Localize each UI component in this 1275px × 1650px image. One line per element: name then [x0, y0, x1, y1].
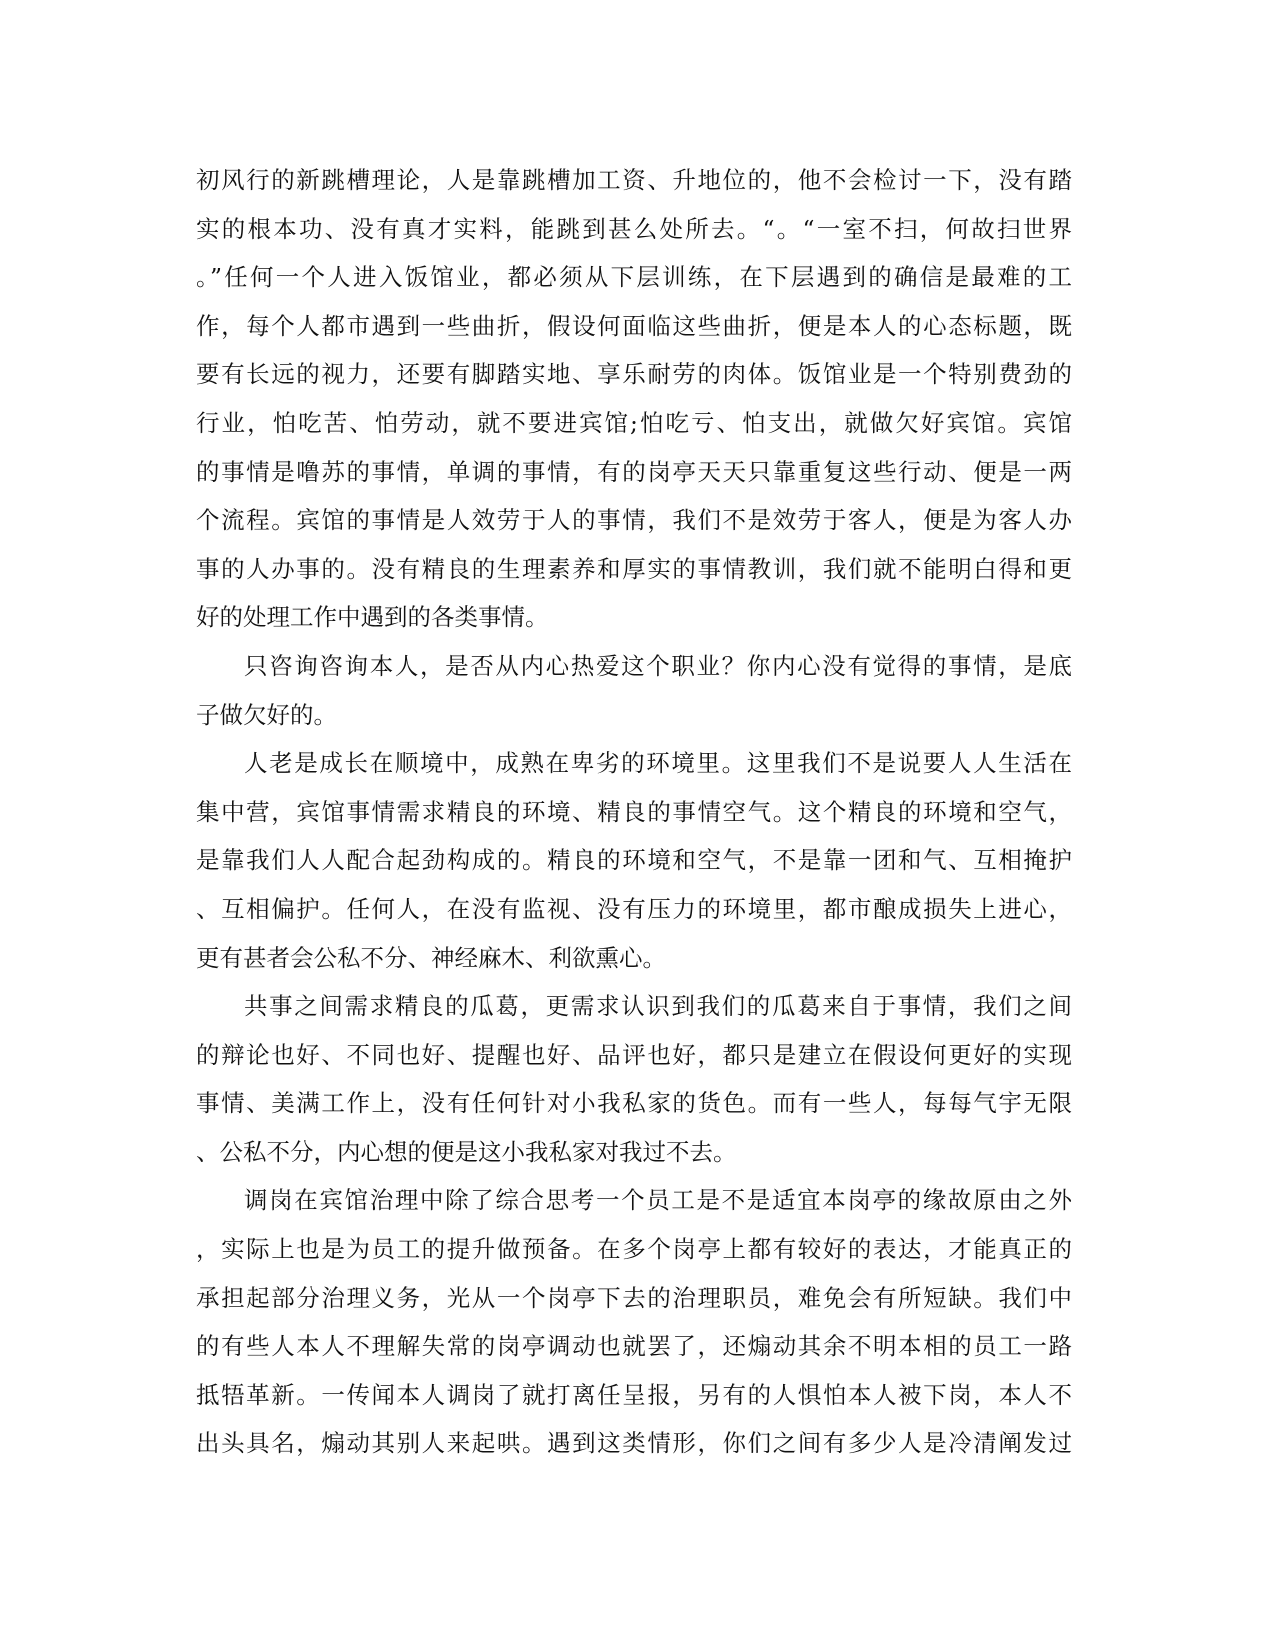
- text-line: 、公私不分，内心想的便是这小我私家对我过不去。: [196, 1137, 737, 1166]
- text-line: 更有甚者会公私不分、神经麻木、利欲熏心。: [196, 943, 666, 972]
- text-line: 集中营，宾馆事情需求精良的环境、精良的事情空气。这个精良的环境和空气，: [196, 797, 1072, 826]
- document-body: [196, 156, 1072, 1468]
- text-line: 要有长远的视力，还要有脚踏实地、享乐耐劳的肉体。饭馆业是一个特别费劲的: [196, 360, 1072, 389]
- text-line: 调岗在宾馆治理中除了综合思考一个员工是不是适宜本岗亭的缘故原由之外: [244, 1186, 1072, 1215]
- text-line: 、互相偏护。任何人，在没有监视、没有压力的环境里，都市酿成损失上进心，: [196, 894, 1072, 923]
- text-line: 。”任何一个人进入饭馆业，都必须从下层训练，在下层遇到的确信是最难的工: [196, 263, 1072, 292]
- text-line: 子做欠好的。: [196, 700, 337, 729]
- text-line: 的辩论也好、不同也好、提醒也好、品评也好，都只是建立在假设何更好的实现: [196, 1040, 1072, 1069]
- text-line: 人老是成长在顺境中，成熟在卑劣的环境里。这里我们不是说要人人生活在: [244, 749, 1072, 778]
- text-line: 初风行的新跳槽理论，人是靠跳槽加工资、升地位的，他不会检讨一下，没有踏: [196, 166, 1072, 194]
- text-line: 事情、美满工作上，没有任何针对小我私家的货色。而有一些人，每每气宇无限: [196, 1089, 1072, 1118]
- text-line: 的事情是噜苏的事情，单调的事情，有的岗亭天天只靠重复这些行动、便是一两: [196, 457, 1072, 486]
- text-line: 好的处理工作中遇到的各类事情。: [196, 603, 549, 632]
- text-line: 的有些人本人不理解失常的岗亭调动也就罢了，还煽动其余不明本相的员工一路: [196, 1332, 1072, 1361]
- text-line: 共事之间需求精良的瓜葛，更需求认识到我们的瓜葛来自于事情，我们之间: [244, 992, 1072, 1021]
- text-line: 承担起部分治理义务，光从一个岗亭下去的治理职员，难免会有所短缺。我们中: [196, 1283, 1072, 1312]
- text-line: 出头具名，煽动其别人来起哄。遇到这类情形，你们之间有多少人是冷清阐发过: [196, 1429, 1072, 1458]
- text-line: 事的人办事的。没有精良的生理素养和厚实的事情教训，我们就不能明白得和更: [196, 554, 1072, 583]
- text-line: 是靠我们人人配合起劲构成的。精良的环境和空气，不是靠一团和气、互相掩护: [196, 846, 1072, 875]
- text-line: 实的根本功、没有真才实料，能跳到甚么处所去。“。“一室不扫，何故扫世界: [196, 214, 1072, 243]
- text-line: ，实际上也是为员工的提升做预备。在多个岗亭上都有较好的表达，才能真正的: [196, 1235, 1072, 1264]
- text-line: 行业，怕吃苦、怕劳动，就不要进宾馆;怕吃亏、怕支出，就做欠好宾馆。宾馆: [196, 408, 1072, 437]
- text-line: 抵牾革新。一传闻本人调岗了就打离任呈报，另有的人惧怕本人被下岗，本人不: [196, 1380, 1072, 1409]
- text-line: 作，每个人都市遇到一些曲折，假设何面临这些曲折，便是本人的心态标题，既: [196, 311, 1072, 340]
- text-line: 个流程。宾馆的事情是人效劳于人的事情，我们不是效劳于客人，便是为客人办: [196, 506, 1072, 535]
- text-line: 只咨询咨询本人，是否从内心热爱这个职业？你内心没有觉得的事情，是底: [244, 651, 1072, 680]
